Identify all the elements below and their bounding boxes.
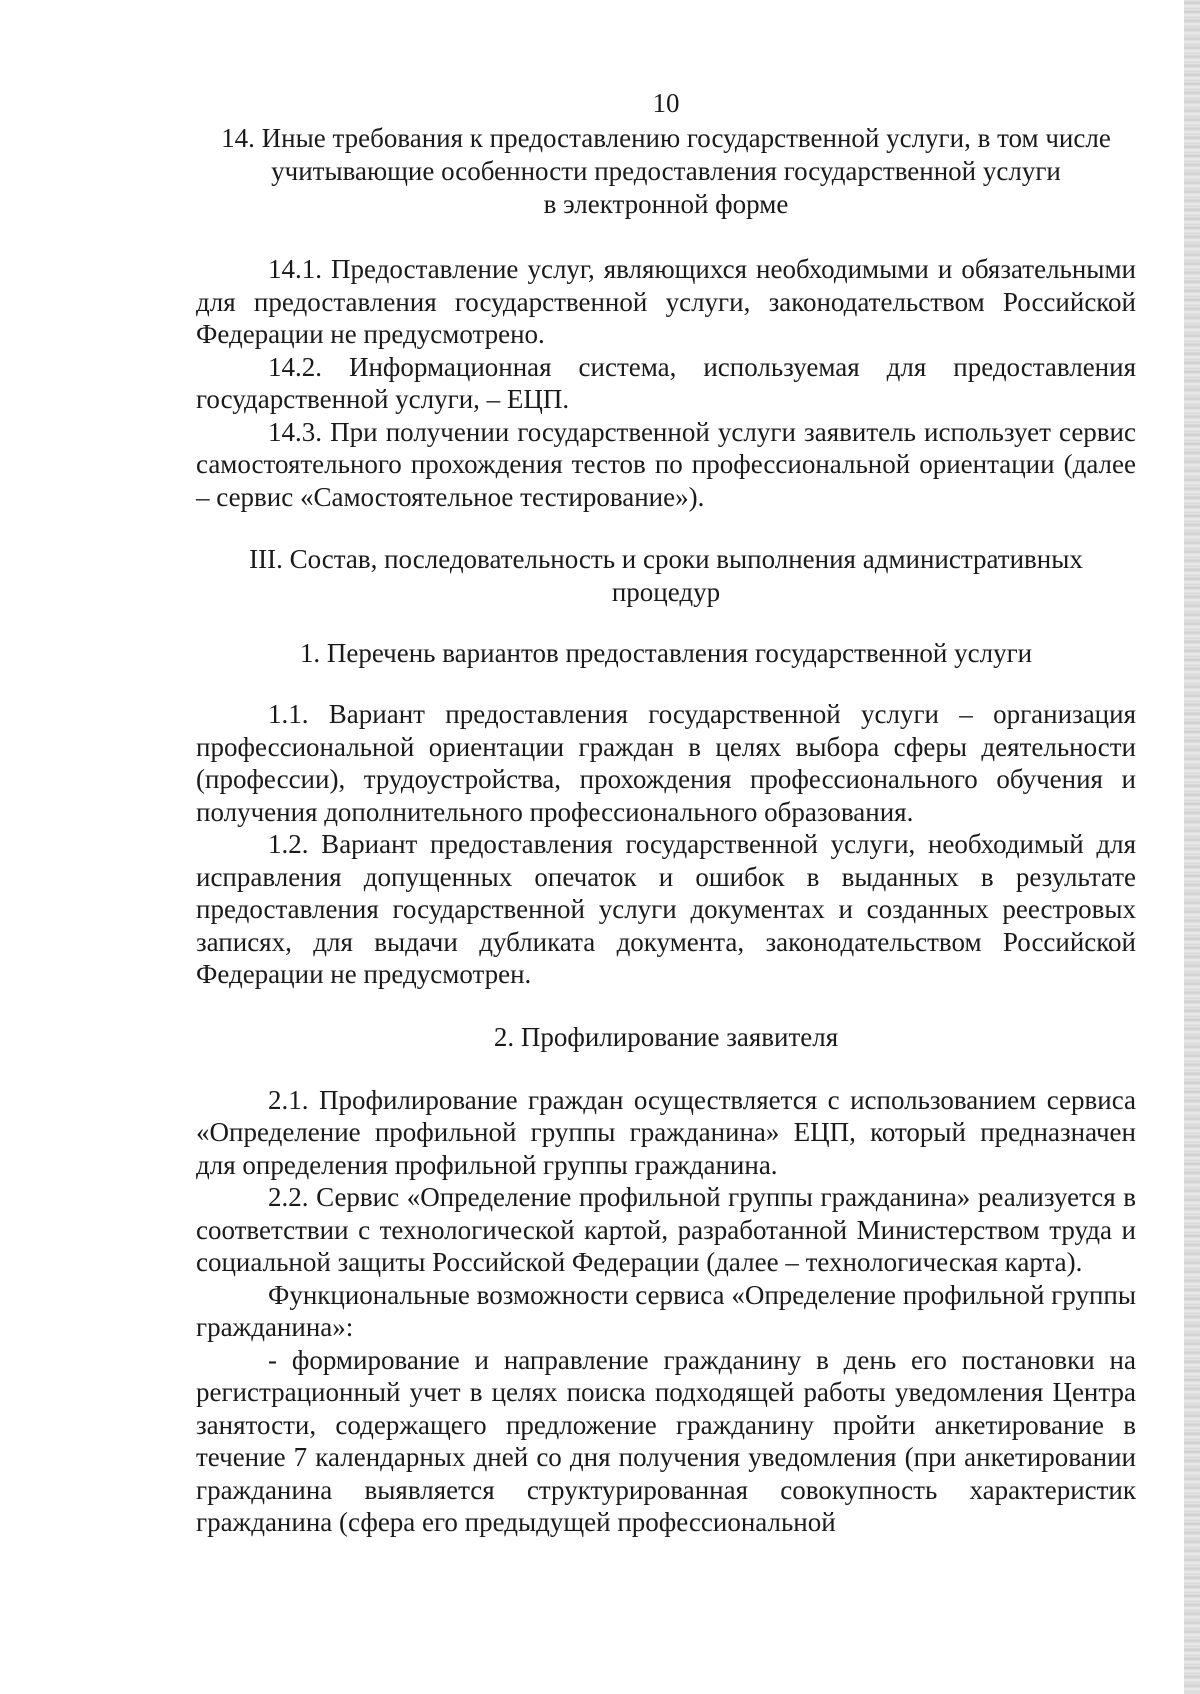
subsection-2-heading: 2. Профилирование заявителя [493,1021,839,1052]
paragraph-14-3: 14.3. При получении государственной услуги заявитель использует сервис самостоятельного прохождения тестов по профессиональной ориентации (далее – сервис «Самостоятельное тестирование»). [196,416,1136,512]
heading-line: в электронной форме [543,189,789,219]
paragraph-14-2: 14.2. Информационная система, используемая для предоставления государственной услуги, – ЕЦП. [196,351,1136,414]
section-14-heading [196,122,1136,221]
page-number: 10 [652,88,680,118]
spacer [196,1054,1136,1084]
spacer [196,513,1136,543]
paragraph-1-2: 1.2. Вариант предоставления государственной услуги, необходимый для исправления допущенных опечаток и ошибок в выданных в результате предоставления государственной услуги документах и созданных реестровых записях, для выдачи дубликата документа, законодательством Российской Федерации не предусмотрен. [196,829,1136,989]
paragraph-2-1: 2.1. Профилирование граждан осуществляется с использованием сервиса «Определение профильной группы гражданина» ЕЦП, который предназначен для определения профильной группы гражданина. [196,1084,1136,1180]
paragraph-14-1: 14.1. Предоставление услуг, являющихся необходимыми и обязательными для предоставления государственной услуги, законодательством Российской Федерации не предусмотрено. [196,254,1136,349]
paragraph-1-1: 1.1. Вариант предоставления государственной услуги – организация профессиональной ориентации граждан в целях выбора сферы деятельности (профессии), трудоустройства, прохождения профессионального обучения и получения дополнительного профессионального образования. [196,699,1136,827]
page-content [196,86,1136,1539]
subsection-1-heading: 1. Перечень вариантов предоставления государственной услуги [299,638,1033,668]
heading-line: учитывающие особенности предоставления государственной услуги [271,156,1061,186]
spacer [196,991,1136,1021]
spacer [196,609,1136,637]
heading-line: 14. Иные требования к предоставлению государственной услуги, в том числе [221,123,1111,153]
spacer [196,221,1136,253]
spacer [196,670,1136,698]
section-3-heading [196,543,1136,609]
paragraph-function-item: - формирование и направление гражданину в день его постановки на регистрационный учет в целях поиска подходящей работы уведомления Центра занятости, содержащего предложение гражданину пройти анкетирование в течение 7 календарных дней со дня получения уведомления (при анкетировании гражданина выявляется структурированная совокупность характеристик гражданина (сфера его предыдущей профессиональной [196,1344,1136,1537]
heading-line: процедур [611,577,721,607]
paragraph-2-2: 2.2. Сервис «Определение профильной группы гражданина» реализуется в соответствии с технологической картой, разработанной Министерством труда и социальной защиты Российской Федерации (далее – технологическая карта). [196,1182,1136,1277]
heading-line: III. Состав, последовательность и сроки выполнения административных [249,544,1083,574]
scan-edge-shadow [1184,0,1200,1694]
paragraph-functions-intro: Функциональные возможности сервиса «Определение профильной группы гражданина»: [196,1279,1136,1342]
